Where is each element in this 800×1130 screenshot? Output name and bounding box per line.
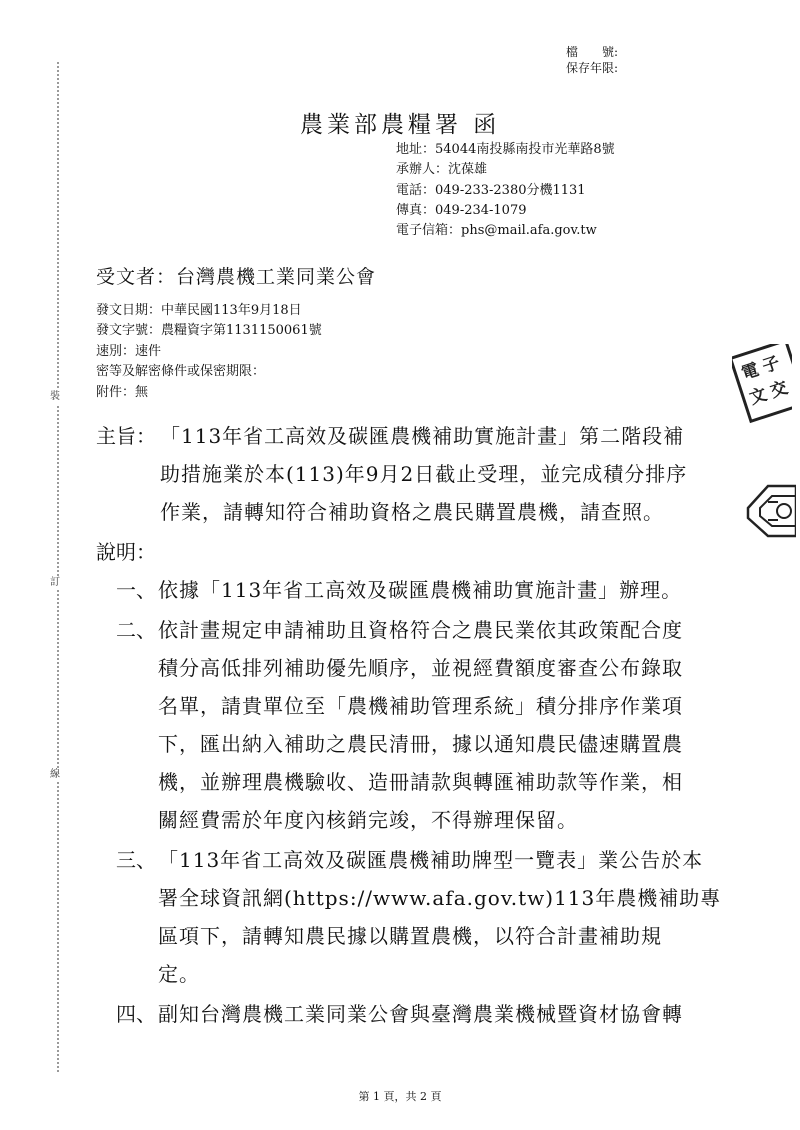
item-line: 依據「113年省工高效及碳匯農機補助實施計畫」辦理。 <box>158 578 683 602</box>
subject-label: 主旨： <box>96 424 156 448</box>
archive-number-label: 檔 號: <box>565 45 618 59</box>
explanation-label: 說明： <box>96 540 156 564</box>
seal-icon <box>738 478 796 544</box>
page-footer: 第 1 頁，共 2 頁 <box>358 1090 442 1103</box>
contact-handler: 承辦人：沈葆雄 <box>396 162 488 177</box>
item-line: 關經費需於年度內核銷完竣，不得辦理保留。 <box>158 808 578 832</box>
svg-text:電: 電 <box>739 359 762 385</box>
item-line: 機，並辦理農機驗收、造冊請款與轉匯補助款等作業，相 <box>158 770 683 794</box>
binding-mark-zhuang: 裝 <box>50 391 60 402</box>
contact-fax: 傳真：049-234-1079 <box>396 203 527 218</box>
electronic-exchange-stamp <box>732 344 792 424</box>
document-title: 農業部農糧署 函 <box>300 112 501 138</box>
contact-address: 地址：54044南投縣南投市光華路8號 <box>396 142 615 157</box>
item-line: 下，匯出納入補助之農民清冊，據以通知農民儘速購置農 <box>158 732 683 756</box>
item-line: 名單，請貴單位至「農機補助管理系統」積分排序作業項 <box>158 694 683 718</box>
contact-phone: 電話：049-233-2380分機1131 <box>396 183 586 198</box>
item-number: 二、 <box>116 618 156 642</box>
subject-line: 作業，請轉知符合補助資格之農民購置農機，請查照。 <box>160 500 664 524</box>
secrecy-level: 密等及解密條件或保密期限： <box>96 364 266 379</box>
item-number: 三、 <box>116 848 156 872</box>
contact-email: 電子信箱：phs@mail.afa.gov.tw <box>396 223 597 238</box>
subject-line: 「113年省工高效及碳匯農機補助實施計畫」第二階段補 <box>160 424 685 448</box>
item-line: 區項下，請轉知農民據以購置農機，以符合計畫補助規 <box>158 924 662 948</box>
item-number: 四、 <box>116 1002 156 1026</box>
svg-text:文: 文 <box>747 384 770 409</box>
item-line: 「113年省工高效及碳匯農機補助牌型一覽表」業公告於本 <box>158 848 704 872</box>
recipient: 受文者：台灣農機工業同業公會 <box>96 266 377 288</box>
item-line: 積分高低排列補助優先順序，並視經費額度審查公布錄取 <box>158 656 683 680</box>
document-number: 發文字號：農糧資字第1131150061號 <box>96 323 322 338</box>
item-number: 一、 <box>116 578 156 602</box>
binding-line <box>57 62 59 1072</box>
retention-period-label: 保存年限: <box>565 61 618 75</box>
delivery-speed: 速別：速件 <box>96 344 162 359</box>
issue-date: 發文日期：中華民國113年9月18日 <box>96 303 302 318</box>
svg-text:子: 子 <box>759 353 783 378</box>
item-line: 定。 <box>158 962 200 986</box>
binding-mark-xian: 線 <box>50 769 60 780</box>
item-line: 副知台灣農機工業同業公會與臺灣農業機械暨資材協會轉 <box>158 1002 683 1026</box>
item-line: 署全球資訊網(https://www.afa.gov.tw)113年農機補助專 <box>158 886 722 910</box>
item-line: 依計畫規定申請補助且資格符合之農民業依其政策配合度 <box>158 618 683 642</box>
attachment: 附件：無 <box>96 385 149 400</box>
svg-text:交: 交 <box>768 377 791 403</box>
binding-mark-ding: 訂 <box>50 577 60 588</box>
subject-line: 助措施業於本(113)年9月2日截止受理，並完成積分排序 <box>160 462 688 486</box>
